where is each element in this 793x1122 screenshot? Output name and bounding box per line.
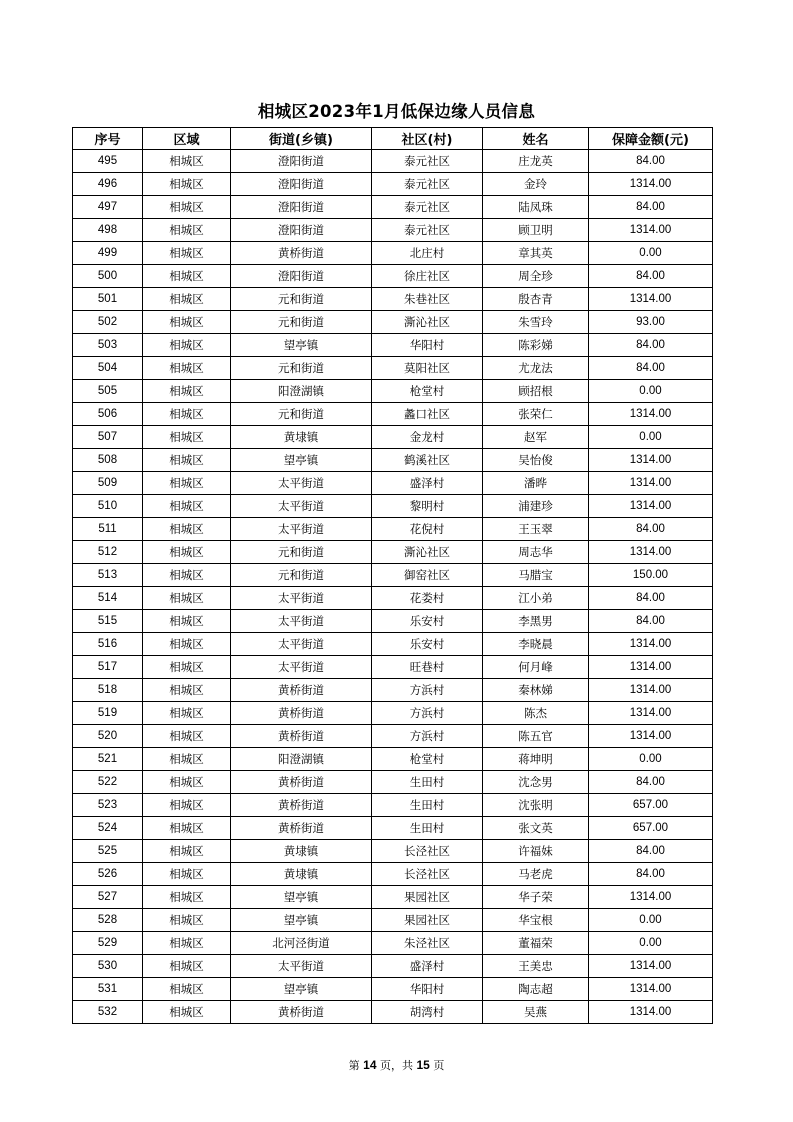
cell-amount: 84.00	[589, 610, 713, 633]
cell-name: 周志华	[483, 541, 589, 564]
page-footer	[0, 1057, 793, 1074]
cell-street: 太平街道	[231, 518, 372, 541]
cell-amount: 657.00	[589, 794, 713, 817]
cell-street: 太平街道	[231, 495, 372, 518]
cell-index: 509	[73, 472, 143, 495]
cell-street: 元和街道	[231, 541, 372, 564]
cell-amount: 0.00	[589, 380, 713, 403]
cell-name: 沈念男	[483, 771, 589, 794]
cell-district: 相城区	[143, 449, 231, 472]
cell-street: 望亭镇	[231, 334, 372, 357]
cell-street: 元和街道	[231, 403, 372, 426]
cell-index: 531	[73, 978, 143, 1001]
cell-name: 王玉翠	[483, 518, 589, 541]
cell-district: 相城区	[143, 587, 231, 610]
cell-district: 相城区	[143, 334, 231, 357]
cell-community: 华阳村	[372, 334, 483, 357]
cell-community: 泰元社区	[372, 196, 483, 219]
cell-amount: 1314.00	[589, 449, 713, 472]
cell-amount: 84.00	[589, 863, 713, 886]
cell-index: 530	[73, 955, 143, 978]
table-row	[73, 863, 713, 886]
cell-street: 望亭镇	[231, 886, 372, 909]
cell-amount: 1314.00	[589, 173, 713, 196]
cell-district: 相城区	[143, 955, 231, 978]
cell-community: 朱泾社区	[372, 932, 483, 955]
cell-street: 澄阳街道	[231, 173, 372, 196]
table-row	[73, 219, 713, 242]
cell-index: 512	[73, 541, 143, 564]
cell-index: 532	[73, 1001, 143, 1024]
table-row	[73, 472, 713, 495]
cell-community: 泰元社区	[372, 173, 483, 196]
cell-amount: 657.00	[589, 817, 713, 840]
table-row	[73, 610, 713, 633]
cell-index: 496	[73, 173, 143, 196]
cell-district: 相城区	[143, 541, 231, 564]
cell-amount: 0.00	[589, 748, 713, 771]
cell-district: 相城区	[143, 978, 231, 1001]
cell-street: 太平街道	[231, 472, 372, 495]
cell-district: 相城区	[143, 150, 231, 173]
cell-name: 华宝根	[483, 909, 589, 932]
table-row	[73, 150, 713, 173]
cell-street: 北河泾街道	[231, 932, 372, 955]
cell-district: 相城区	[143, 403, 231, 426]
cell-district: 相城区	[143, 656, 231, 679]
cell-name: 秦林娣	[483, 679, 589, 702]
cell-district: 相城区	[143, 242, 231, 265]
cell-community: 果园社区	[372, 886, 483, 909]
cell-amount: 1314.00	[589, 403, 713, 426]
cell-index: 516	[73, 633, 143, 656]
cell-district: 相城区	[143, 702, 231, 725]
cell-index: 504	[73, 357, 143, 380]
table-row	[73, 679, 713, 702]
cell-district: 相城区	[143, 633, 231, 656]
cell-amount: 0.00	[589, 242, 713, 265]
table-row	[73, 265, 713, 288]
cell-community: 徐庄社区	[372, 265, 483, 288]
cell-district: 相城区	[143, 380, 231, 403]
cell-index: 523	[73, 794, 143, 817]
cell-amount: 1314.00	[589, 702, 713, 725]
cell-district: 相城区	[143, 311, 231, 334]
cell-amount: 93.00	[589, 311, 713, 334]
cell-community: 长泾社区	[372, 840, 483, 863]
cell-amount: 1314.00	[589, 1001, 713, 1024]
cell-index: 508	[73, 449, 143, 472]
cell-street: 元和街道	[231, 288, 372, 311]
cell-district: 相城区	[143, 817, 231, 840]
column-header-amount: 保障金额(元)	[589, 128, 713, 150]
cell-district: 相城区	[143, 357, 231, 380]
table-row	[73, 656, 713, 679]
cell-district: 相城区	[143, 748, 231, 771]
cell-index: 511	[73, 518, 143, 541]
table-row	[73, 748, 713, 771]
cell-amount: 1314.00	[589, 219, 713, 242]
table-row	[73, 587, 713, 610]
cell-name: 李黑男	[483, 610, 589, 633]
cell-community: 乐安村	[372, 633, 483, 656]
cell-street: 望亭镇	[231, 449, 372, 472]
cell-street: 黄桥街道	[231, 1001, 372, 1024]
cell-district: 相城区	[143, 679, 231, 702]
cell-index: 510	[73, 495, 143, 518]
cell-street: 黄桥街道	[231, 702, 372, 725]
table-row	[73, 817, 713, 840]
cell-district: 相城区	[143, 288, 231, 311]
cell-name: 王美忠	[483, 955, 589, 978]
cell-district: 相城区	[143, 495, 231, 518]
cell-street: 望亭镇	[231, 909, 372, 932]
cell-amount: 1314.00	[589, 679, 713, 702]
cell-amount: 150.00	[589, 564, 713, 587]
cell-name: 李晓晨	[483, 633, 589, 656]
cell-community: 朱巷社区	[372, 288, 483, 311]
cell-index: 520	[73, 725, 143, 748]
cell-index: 527	[73, 886, 143, 909]
cell-amount: 84.00	[589, 518, 713, 541]
cell-street: 元和街道	[231, 564, 372, 587]
cell-amount: 84.00	[589, 150, 713, 173]
cell-community: 胡湾村	[372, 1001, 483, 1024]
table-row	[73, 426, 713, 449]
cell-community: 黎明村	[372, 495, 483, 518]
cell-street: 黄桥街道	[231, 679, 372, 702]
cell-amount: 0.00	[589, 909, 713, 932]
cell-name: 蒋坤明	[483, 748, 589, 771]
cell-amount: 84.00	[589, 357, 713, 380]
table-row	[73, 955, 713, 978]
cell-name: 金玲	[483, 173, 589, 196]
cell-community: 澌沁社区	[372, 541, 483, 564]
table-row	[73, 196, 713, 219]
cell-index: 524	[73, 817, 143, 840]
cell-community: 生田村	[372, 817, 483, 840]
table-row	[73, 886, 713, 909]
table-row	[73, 403, 713, 426]
cell-name: 殷杏青	[483, 288, 589, 311]
cell-amount: 1314.00	[589, 495, 713, 518]
footer-suffix: 页	[433, 1059, 445, 1072]
cell-amount: 1314.00	[589, 725, 713, 748]
table-row	[73, 564, 713, 587]
cell-index: 528	[73, 909, 143, 932]
cell-street: 黄埭镇	[231, 840, 372, 863]
cell-community: 泰元社区	[372, 219, 483, 242]
cell-community: 御窑社区	[372, 564, 483, 587]
table-body	[73, 150, 713, 1024]
column-header-street: 街道(乡镇)	[231, 128, 372, 150]
cell-district: 相城区	[143, 771, 231, 794]
cell-amount: 1314.00	[589, 541, 713, 564]
cell-district: 相城区	[143, 909, 231, 932]
footer-middle: 页，共	[380, 1059, 413, 1072]
cell-index: 500	[73, 265, 143, 288]
cell-index: 502	[73, 311, 143, 334]
cell-index: 495	[73, 150, 143, 173]
cell-index: 529	[73, 932, 143, 955]
cell-name: 吴怡俊	[483, 449, 589, 472]
cell-index: 517	[73, 656, 143, 679]
cell-name: 顾招根	[483, 380, 589, 403]
cell-community: 长泾社区	[372, 863, 483, 886]
table-row	[73, 242, 713, 265]
cell-amount: 1314.00	[589, 978, 713, 1001]
cell-amount: 1314.00	[589, 656, 713, 679]
table-row	[73, 725, 713, 748]
table-row	[73, 495, 713, 518]
cell-street: 黄桥街道	[231, 242, 372, 265]
table-row	[73, 794, 713, 817]
cell-district: 相城区	[143, 472, 231, 495]
table-row	[73, 541, 713, 564]
cell-district: 相城区	[143, 863, 231, 886]
cell-community: 盛泽村	[372, 472, 483, 495]
cell-street: 阳澄湖镇	[231, 380, 372, 403]
cell-name: 庄龙英	[483, 150, 589, 173]
footer-prefix: 第	[348, 1059, 360, 1072]
cell-street: 黄桥街道	[231, 771, 372, 794]
cell-district: 相城区	[143, 794, 231, 817]
cell-community: 方浜村	[372, 702, 483, 725]
cell-amount: 84.00	[589, 265, 713, 288]
cell-community: 北庄村	[372, 242, 483, 265]
cell-district: 相城区	[143, 518, 231, 541]
table-row	[73, 932, 713, 955]
cell-amount: 84.00	[589, 587, 713, 610]
cell-name: 陈彩娣	[483, 334, 589, 357]
cell-community: 花娄村	[372, 587, 483, 610]
table-row	[73, 288, 713, 311]
cell-community: 花倪村	[372, 518, 483, 541]
table-row	[73, 978, 713, 1001]
table-row	[73, 357, 713, 380]
cell-community: 方浜村	[372, 679, 483, 702]
cell-amount: 1314.00	[589, 472, 713, 495]
cell-amount: 0.00	[589, 426, 713, 449]
cell-community: 生田村	[372, 794, 483, 817]
footer-current-page: 14	[363, 1058, 377, 1072]
cell-district: 相城区	[143, 265, 231, 288]
table-row	[73, 311, 713, 334]
cell-index: 514	[73, 587, 143, 610]
cell-street: 元和街道	[231, 311, 372, 334]
table-row	[73, 449, 713, 472]
cell-index: 522	[73, 771, 143, 794]
cell-street: 太平街道	[231, 610, 372, 633]
column-header-index: 序号	[73, 128, 143, 150]
cell-community: 枪堂村	[372, 748, 483, 771]
cell-district: 相城区	[143, 564, 231, 587]
cell-street: 澄阳街道	[231, 265, 372, 288]
table-row	[73, 633, 713, 656]
cell-street: 太平街道	[231, 955, 372, 978]
table-row	[73, 1001, 713, 1024]
roster-table	[72, 127, 713, 1024]
cell-district: 相城区	[143, 840, 231, 863]
cell-name: 马老虎	[483, 863, 589, 886]
cell-amount: 84.00	[589, 771, 713, 794]
cell-name: 陆凤珠	[483, 196, 589, 219]
cell-index: 501	[73, 288, 143, 311]
cell-amount: 0.00	[589, 932, 713, 955]
cell-street: 澄阳街道	[231, 150, 372, 173]
cell-name: 许福妹	[483, 840, 589, 863]
table-row	[73, 840, 713, 863]
table-row	[73, 909, 713, 932]
cell-community: 果园社区	[372, 909, 483, 932]
cell-index: 506	[73, 403, 143, 426]
cell-street: 黄桥街道	[231, 725, 372, 748]
cell-amount: 84.00	[589, 196, 713, 219]
cell-community: 方浜村	[372, 725, 483, 748]
cell-index: 515	[73, 610, 143, 633]
column-header-community: 社区(村)	[372, 128, 483, 150]
cell-street: 阳澄湖镇	[231, 748, 372, 771]
cell-name: 朱雪玲	[483, 311, 589, 334]
cell-name: 沈张明	[483, 794, 589, 817]
cell-index: 525	[73, 840, 143, 863]
cell-name: 顾卫明	[483, 219, 589, 242]
cell-district: 相城区	[143, 426, 231, 449]
cell-community: 枪堂村	[372, 380, 483, 403]
cell-index: 507	[73, 426, 143, 449]
cell-street: 元和街道	[231, 357, 372, 380]
cell-community: 鹤溪社区	[372, 449, 483, 472]
cell-community: 旺巷村	[372, 656, 483, 679]
cell-name: 陶志超	[483, 978, 589, 1001]
cell-index: 519	[73, 702, 143, 725]
cell-index: 503	[73, 334, 143, 357]
cell-district: 相城区	[143, 196, 231, 219]
table-row	[73, 771, 713, 794]
cell-community: 澌沁社区	[372, 311, 483, 334]
column-header-district: 区域	[143, 128, 231, 150]
cell-district: 相城区	[143, 886, 231, 909]
cell-name: 华子荣	[483, 886, 589, 909]
cell-street: 望亭镇	[231, 978, 372, 1001]
cell-district: 相城区	[143, 932, 231, 955]
column-header-name: 姓名	[483, 128, 589, 150]
page-title: 相城区2023年1月低保边缘人员信息	[257, 102, 536, 121]
cell-street: 澄阳街道	[231, 196, 372, 219]
cell-street: 太平街道	[231, 633, 372, 656]
cell-index: 526	[73, 863, 143, 886]
cell-district: 相城区	[143, 173, 231, 196]
cell-district: 相城区	[143, 219, 231, 242]
cell-amount: 1314.00	[589, 886, 713, 909]
cell-street: 黄桥街道	[231, 794, 372, 817]
cell-name: 董福荣	[483, 932, 589, 955]
cell-name: 吴燕	[483, 1001, 589, 1024]
cell-community: 乐安村	[372, 610, 483, 633]
table-header-row	[73, 128, 713, 150]
cell-name: 陈杰	[483, 702, 589, 725]
cell-district: 相城区	[143, 1001, 231, 1024]
cell-index: 521	[73, 748, 143, 771]
cell-street: 澄阳街道	[231, 219, 372, 242]
cell-amount: 1314.00	[589, 955, 713, 978]
cell-street: 太平街道	[231, 656, 372, 679]
cell-street: 太平街道	[231, 587, 372, 610]
cell-community: 蠡口社区	[372, 403, 483, 426]
cell-name: 章其英	[483, 242, 589, 265]
cell-index: 518	[73, 679, 143, 702]
cell-community: 泰元社区	[372, 150, 483, 173]
cell-community: 盛泽村	[372, 955, 483, 978]
cell-community: 华阳村	[372, 978, 483, 1001]
cell-name: 浦建珍	[483, 495, 589, 518]
cell-index: 499	[73, 242, 143, 265]
cell-name: 何月峰	[483, 656, 589, 679]
cell-name: 江小弟	[483, 587, 589, 610]
cell-name: 潘晔	[483, 472, 589, 495]
cell-name: 马腊宝	[483, 564, 589, 587]
cell-name: 张文英	[483, 817, 589, 840]
cell-district: 相城区	[143, 610, 231, 633]
cell-amount: 1314.00	[589, 288, 713, 311]
cell-index: 498	[73, 219, 143, 242]
table-row	[73, 334, 713, 357]
cell-street: 黄埭镇	[231, 863, 372, 886]
cell-name: 陈五官	[483, 725, 589, 748]
cell-name: 周全珍	[483, 265, 589, 288]
table-row	[73, 702, 713, 725]
cell-street: 黄桥街道	[231, 817, 372, 840]
cell-community: 莫阳社区	[372, 357, 483, 380]
cell-index: 497	[73, 196, 143, 219]
cell-amount: 84.00	[589, 334, 713, 357]
table-row	[73, 173, 713, 196]
cell-community: 金龙村	[372, 426, 483, 449]
table-row	[73, 380, 713, 403]
cell-community: 生田村	[372, 771, 483, 794]
cell-amount: 1314.00	[589, 633, 713, 656]
cell-index: 513	[73, 564, 143, 587]
cell-street: 黄埭镇	[231, 426, 372, 449]
cell-amount: 84.00	[589, 840, 713, 863]
footer-total-pages: 15	[416, 1058, 430, 1072]
cell-district: 相城区	[143, 725, 231, 748]
table-row	[73, 518, 713, 541]
cell-name: 赵军	[483, 426, 589, 449]
cell-name: 尤龙法	[483, 357, 589, 380]
cell-name: 张荣仁	[483, 403, 589, 426]
cell-index: 505	[73, 380, 143, 403]
